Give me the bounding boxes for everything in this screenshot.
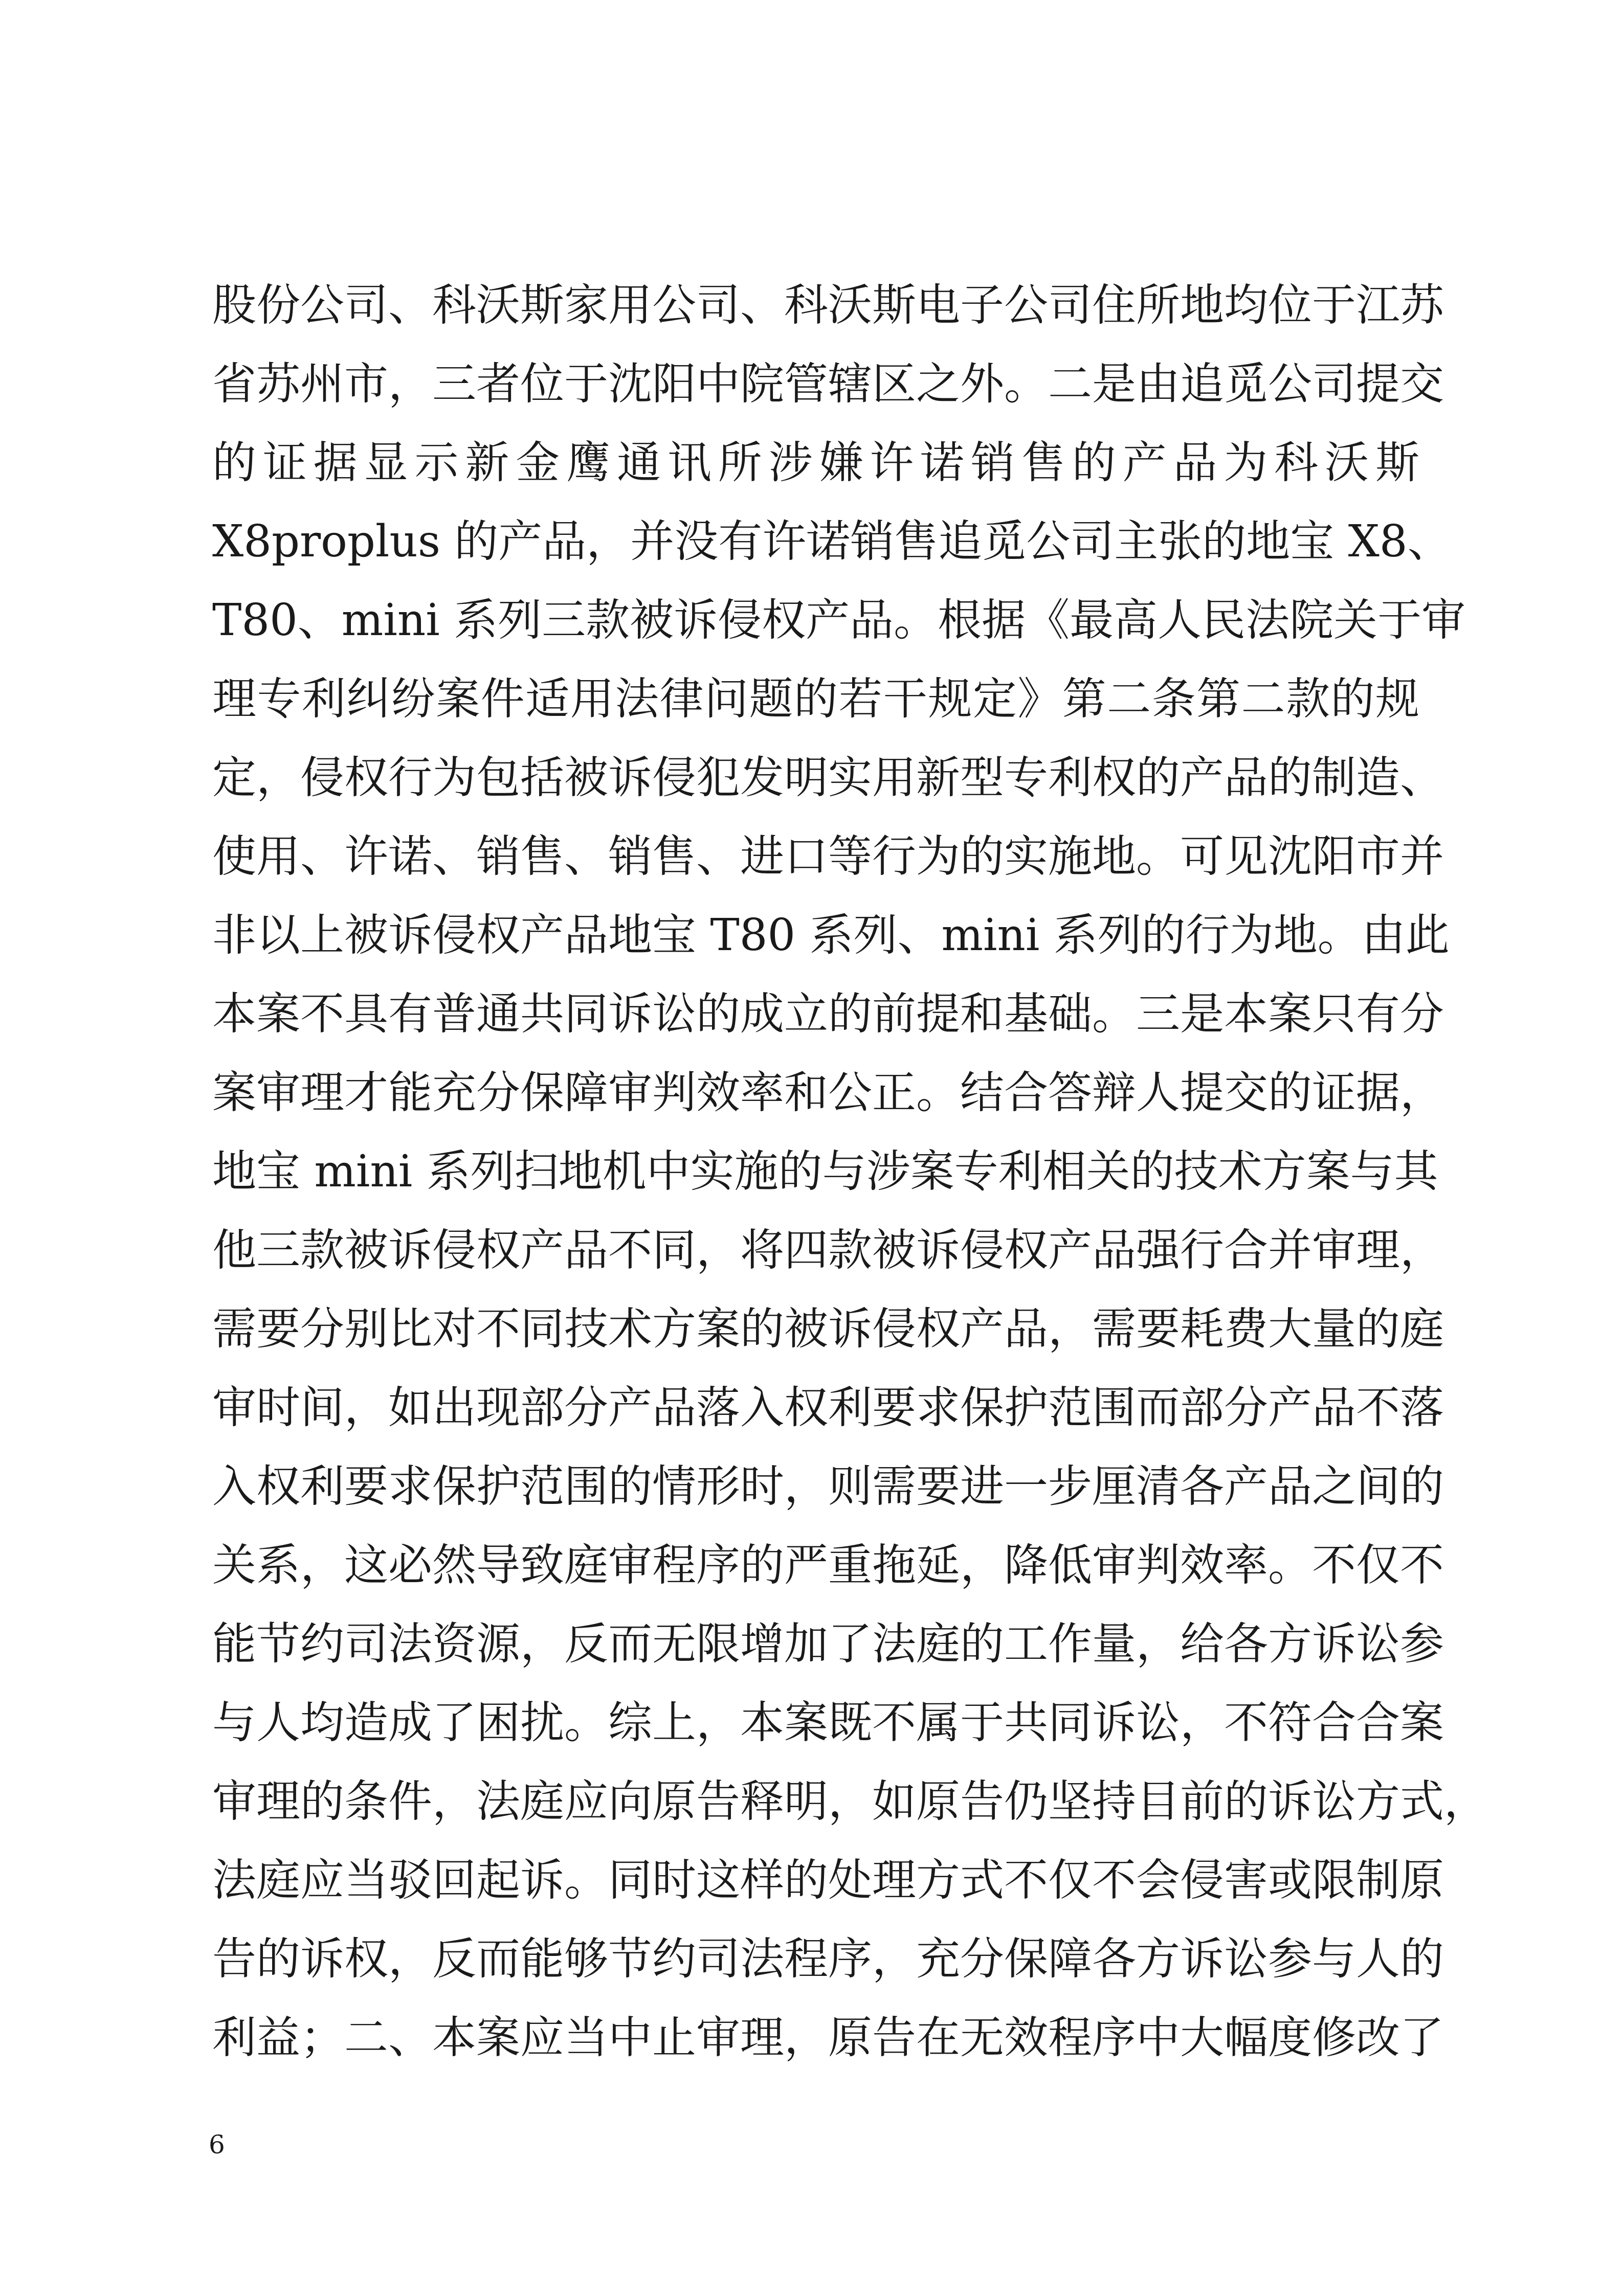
text-line: 入权利要求保护范围的情形时，则需要进一步厘清各产品之间的	[212, 1461, 1444, 1512]
text-line: 利益；二、本案应当中止审理，原告在无效程序中大幅度修改了	[212, 2012, 1444, 2063]
body-text	[212, 266, 1488, 2077]
text-line: 与人均造成了困扰。综上，本案既不属于共同诉讼，不符合合案	[212, 1697, 1444, 1748]
text-line: 审理的条件，法庭应向原告释明，如原告仍坚持目前的诉讼方式，	[212, 1776, 1488, 1827]
text-line: 告的诉权，反而能够节约司法程序，充分保障各方诉讼参与人的	[212, 1933, 1444, 1985]
text-line: 的证据显示新金鹰通讯所涉嫌许诺销售的产品为科沃斯	[212, 437, 1419, 488]
text-line: X8proplus 的产品，并没有许诺销售追觅公司主张的地宝 X8、	[212, 516, 1452, 567]
text-line: 股份公司、科沃斯家用公司、科沃斯电子公司住所地均位于江苏	[212, 280, 1444, 331]
text-line: 案审理才能充分保障审判效率和公正。结合答辩人提交的证据，	[212, 1067, 1444, 1118]
text-line: 审时间，如出现部分产品落入权利要求保护范围而部分产品不落	[212, 1382, 1444, 1433]
text-line: 地宝 mini 系列扫地机中实施的与涉案专利相关的技术方案与其	[212, 1146, 1438, 1197]
text-line: T80、mini 系列三款被诉侵权产品。根据《最高人民法院关于审	[212, 595, 1466, 646]
text-line: 使用、许诺、销售、销售、进口等行为的实施地。可见沈阳市并	[212, 831, 1444, 882]
page-number: 6	[209, 2130, 225, 2159]
text-line: 他三款被诉侵权产品不同，将四款被诉侵权产品强行合并审理，	[212, 1225, 1444, 1276]
text-line: 能节约司法资源，反而无限增加了法庭的工作量，给各方诉讼参	[212, 1618, 1444, 1670]
text-line: 关系，这必然导致庭审程序的严重拖延，降低审判效率。不仅不	[212, 1540, 1444, 1591]
text-line: 省苏州市，三者位于沈阳中院管辖区之外。二是由追觅公司提交	[212, 358, 1444, 410]
text-line: 非以上被诉侵权产品地宝 T80 系列、mini 系列的行为地。由此	[212, 910, 1450, 961]
text-line: 本案不具有普通共同诉讼的成立的前提和基础。三是本案只有分	[212, 988, 1444, 1040]
text-line: 需要分别比对不同技术方案的被诉侵权产品，需要耗费大量的庭	[212, 1303, 1444, 1355]
text-line: 定，侵权行为包括被诉侵犯发明实用新型专利权的产品的制造、	[212, 752, 1444, 803]
text-line: 理专利纠纷案件适用法律问题的若干规定》第二条第二款的规	[212, 673, 1419, 725]
text-line: 法庭应当驳回起诉。同时这样的处理方式不仅不会侵害或限制原	[212, 1855, 1444, 1906]
